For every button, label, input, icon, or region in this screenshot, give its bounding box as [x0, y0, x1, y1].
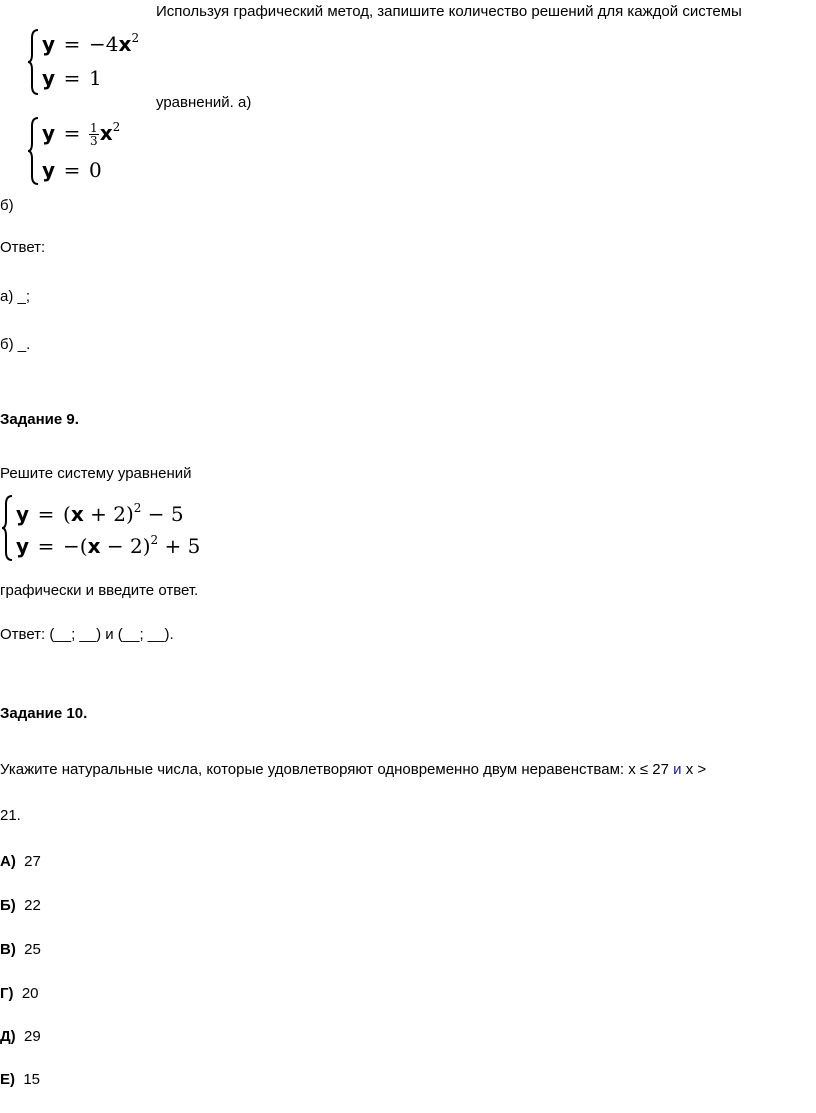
- option-b[interactable]: [0, 898, 41, 913]
- option-value: 15: [23, 1071, 41, 1088]
- task10-title: Задание 10.: [0, 705, 88, 722]
- answer-b-blank: б) _.: [0, 336, 31, 353]
- task9-row1: $y = (x + 2)^2 - 5$: [16, 501, 184, 526]
- task9-answer-blank: Ответ: (__; __) и (__; __).: [0, 626, 174, 643]
- task9-title: Задание 9.: [0, 411, 79, 428]
- option-value: 22: [24, 897, 41, 914]
- system-b-row1: y = $\frac{1}{3}$ $x^2$: [42, 120, 121, 148]
- option-e[interactable]: [0, 1029, 41, 1044]
- task9-prompt: Решите систему уравнений: [0, 465, 192, 482]
- option-letter: В): [0, 941, 16, 958]
- option-value: 27: [24, 853, 41, 870]
- option-d[interactable]: [0, 986, 39, 1001]
- task9-row2: $y = -(x - 2)^2 + 5$: [16, 533, 201, 558]
- system-a-row2: y = 1: [42, 66, 102, 90]
- option-letter: Е): [0, 1071, 15, 1088]
- option-letter: Г): [0, 985, 14, 1002]
- option-value: 29: [24, 1028, 41, 1045]
- equation-system-a: [28, 28, 188, 98]
- task10-prompt-line2: 21.: [0, 807, 21, 824]
- conjunction-and: и: [673, 761, 682, 778]
- option-letter: Д): [0, 1028, 16, 1045]
- task8-instruction-line2: уравнений. а): [156, 94, 252, 111]
- system-b-row2: y = 0: [42, 158, 102, 182]
- option-f[interactable]: [0, 1072, 40, 1087]
- curly-brace-icon: [28, 116, 40, 186]
- equation-system-b: [28, 116, 188, 188]
- fraction-one-third: $\frac{1}{3}$: [90, 121, 98, 148]
- system-a-row1: $y = -4x^2$: [42, 31, 140, 56]
- answer-a-blank: а) _;: [0, 288, 31, 305]
- task10-prompt: Укажите натуральные числа, которые удовлетворяют одновременно двум неравенствам: x ≤ 27 и x >: [0, 761, 707, 778]
- option-letter: Б): [0, 897, 16, 914]
- answer-label: Ответ:: [0, 239, 46, 256]
- option-a[interactable]: [0, 854, 41, 869]
- curly-brace-icon: [28, 28, 40, 96]
- task8-label-b: б): [0, 197, 14, 214]
- option-value: 25: [24, 941, 41, 958]
- task9-instruction-after: графически и введите ответ.: [0, 582, 199, 599]
- option-letter: А): [0, 853, 16, 870]
- equation-system-task9: [2, 494, 242, 564]
- task8-instruction-line1: Используя графический метод, запишите количество решений для каждой системы: [156, 3, 742, 20]
- option-value: 20: [21, 985, 39, 1002]
- curly-brace-icon: [2, 494, 14, 562]
- option-c[interactable]: [0, 942, 41, 957]
